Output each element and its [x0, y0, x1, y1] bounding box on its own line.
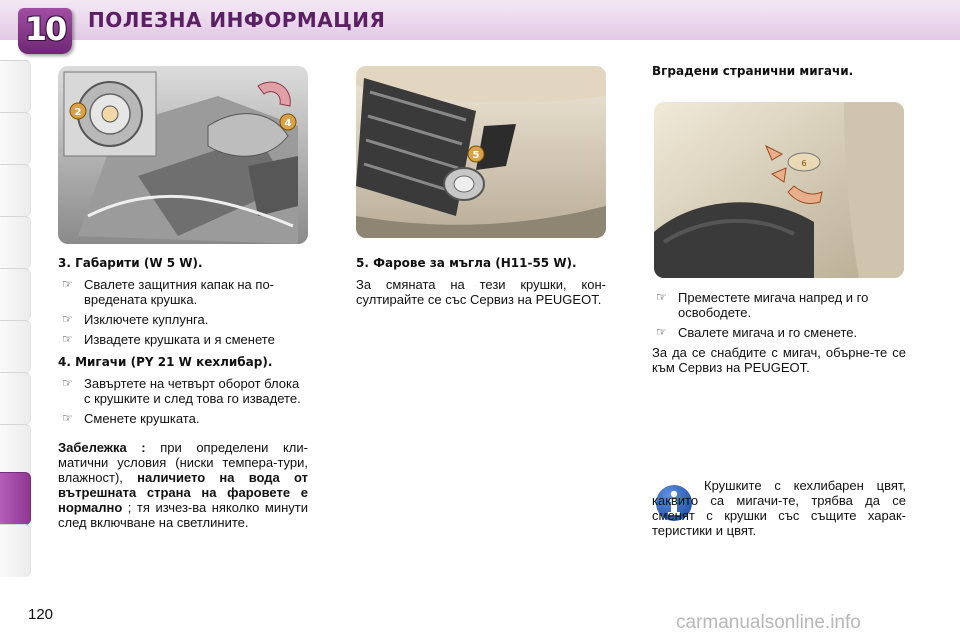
chapter-tab-5[interactable]	[0, 268, 31, 321]
list-item	[58, 312, 308, 327]
watermark: carmanualsonline.info	[676, 612, 861, 633]
chapter-tab-3[interactable]	[0, 164, 31, 217]
pointing-hand-icon: ☞	[62, 312, 73, 326]
pointing-hand-icon: ☞	[656, 325, 667, 339]
section5-title: 5. Фарове за мъгла (H11-55 W).	[356, 256, 577, 270]
chapter-tab-8[interactable]	[0, 424, 31, 477]
list-item	[58, 411, 308, 426]
step-text: Извадете крушката и я сменете	[84, 332, 275, 347]
column-left	[58, 256, 308, 536]
list-item	[58, 376, 308, 406]
step-text: Изключете куплунга.	[84, 312, 209, 327]
list-item	[652, 290, 906, 320]
fog-lamp-illustration	[356, 66, 606, 238]
list-item	[652, 325, 906, 340]
section5-text: За смяната на тези крушки, кон-султирайте се със Сервиз на PEUGEOT.	[356, 277, 606, 307]
step-text: Преместете мигача напред и го освободете.	[678, 290, 869, 320]
chapter-tab-6[interactable]	[0, 320, 31, 373]
page-number: 120	[28, 606, 54, 623]
side-repeater-illustration	[654, 102, 904, 278]
page-title: ПОЛЕЗНА ИНФОРМАЦИЯ	[88, 8, 386, 32]
column-middle	[356, 256, 606, 313]
section3-title: 3. Габарити (W 5 W).	[58, 256, 203, 270]
chapter-tab-1[interactable]	[0, 60, 31, 113]
pointing-hand-icon: ☞	[62, 411, 73, 425]
note-label: Забележка :	[58, 440, 146, 455]
chapter-tab-10-active[interactable]	[0, 472, 31, 525]
callout-4: 4	[284, 118, 292, 129]
list-item	[58, 277, 308, 307]
chapter-tab-11[interactable]	[0, 524, 31, 577]
chapter-tab-4[interactable]	[0, 216, 31, 269]
step-text: Свалете мигача и го сменете.	[678, 325, 858, 340]
callout-2: 2	[74, 107, 82, 118]
step-text: Свалете защитния капак на по-вредената крушка.	[84, 277, 274, 307]
chapter-tab-2[interactable]	[0, 112, 31, 165]
list-item	[58, 332, 308, 347]
note-bold: наличието на вода от вътрешната страна на фаровете е нормално	[58, 470, 308, 515]
right-text: За да се снабдите с мигач, обърне-те се към Сервиз на PEUGEOT.	[652, 345, 906, 375]
section4-title: 4. Мигачи (PY 21 W кехлибар).	[58, 355, 273, 369]
note-text-2: ; тя изчез-ва няколко минути след включване на светлините.	[58, 500, 308, 530]
callout-5: 5	[472, 150, 480, 161]
column-right	[652, 290, 906, 381]
info-paragraph: Крушките с кехлибарен цвят, каквито са мигачи-те, трябва да се сменят с крушки със същите харак-теристики и цвят.	[652, 478, 906, 538]
column-right-top	[652, 64, 906, 85]
note-text-1: при определени кли-матични условия (ниски темпера-тури, влажност),	[58, 440, 308, 485]
step-text: Сменете крушката.	[84, 411, 200, 426]
pointing-hand-icon: ☞	[62, 376, 73, 390]
chapter-tabs-strip	[0, 60, 34, 580]
pointing-hand-icon: ☞	[62, 332, 73, 346]
note-paragraph	[58, 440, 308, 530]
callout-6: 6	[801, 159, 807, 168]
chapter-number: 10	[24, 10, 66, 48]
pointing-hand-icon: ☞	[656, 290, 667, 304]
side-repeater-title: Вградени странични мигачи.	[652, 64, 854, 78]
rear-lamp-illustration	[58, 66, 308, 244]
step-text: Завъртете на четвърт оборот блока с крушките и след това го извадете.	[84, 376, 301, 406]
chapter-tab-7[interactable]	[0, 372, 31, 425]
pointing-hand-icon: ☞	[62, 277, 73, 291]
